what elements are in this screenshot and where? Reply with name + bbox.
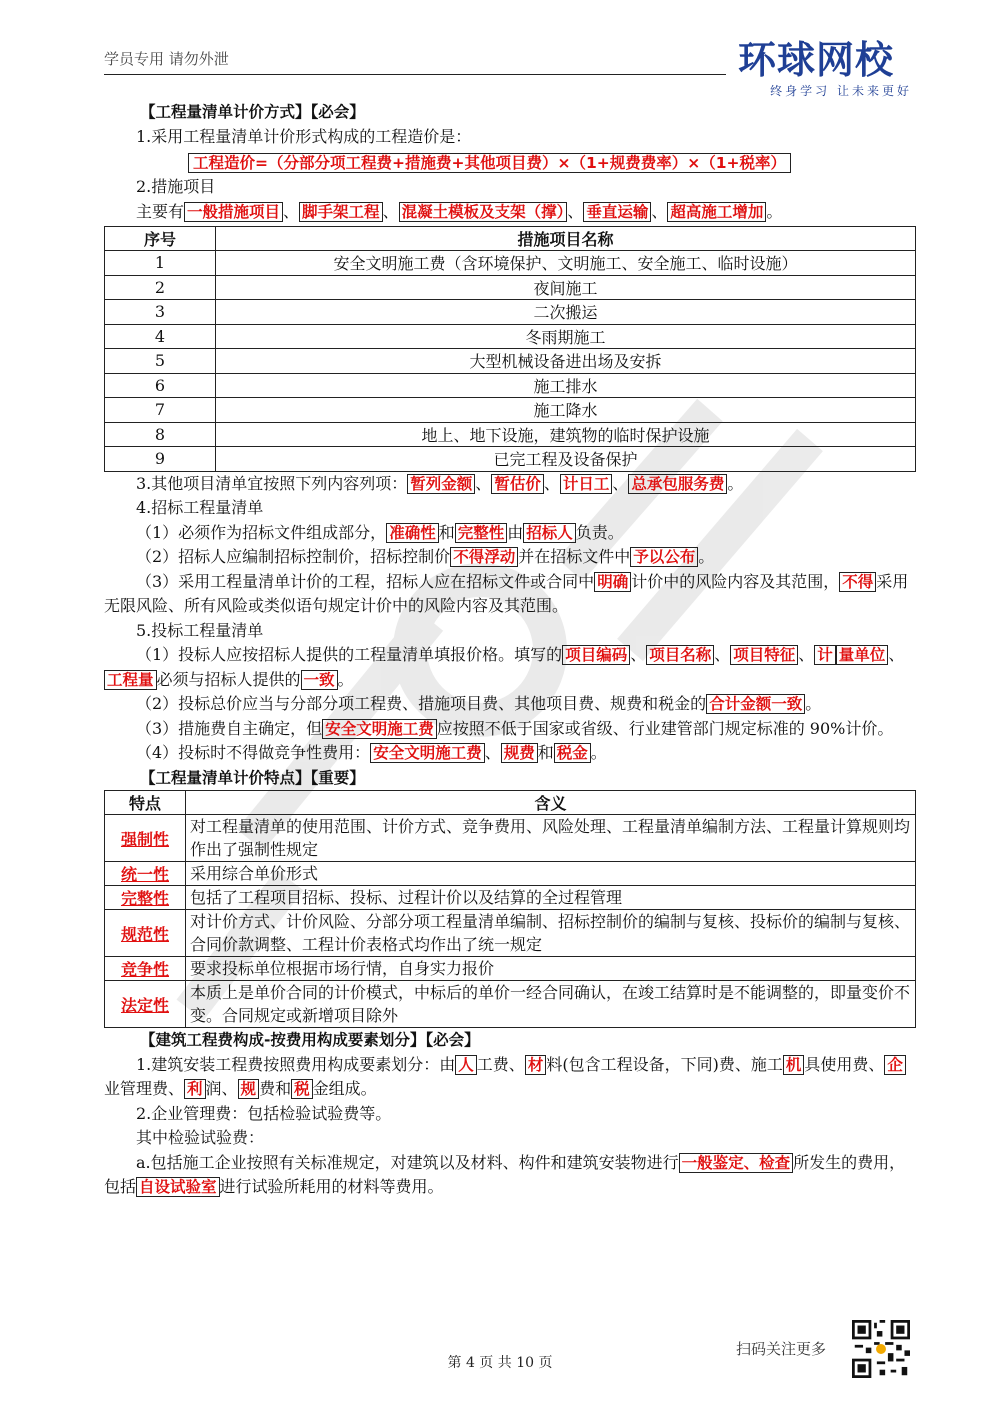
para-testing-fee-a: a.包括施工企业按照有关标准规定，对建筑以及材料、构件和建筑安装物进行 一般鉴定、检查 所发生的费用，包括 自设试验室 进行试验所耗用的材料等费用。	[104, 1152, 906, 1196]
keyword: 超高施工增加	[667, 202, 766, 222]
keyword: 混凝土模板及支架（撑）	[399, 202, 568, 222]
para-tender-2: （2）招标人应编制招标控制价，招标控制价 不得浮动 并在招标文件中 予以公布 。	[136, 547, 715, 566]
para-testing-fee-heading: 其中检验试验费：	[136, 1128, 265, 1147]
para-tender-list-heading: 4.招标工程量清单	[136, 498, 264, 517]
para-management-fee: 2.企业管理费：包括检验试验费等。	[136, 1103, 392, 1123]
table-row: 8 地上、地下设施，建筑物的临时保护设施	[105, 422, 916, 447]
page-number: 第 4 页 共 10 页	[447, 1355, 553, 1371]
table-row: 强制性 对工程量清单的使用范围、计价方式、竞争费用、风险处理、工程量清单编制方法、工程量计算规则均作出了强制性规定	[105, 815, 916, 862]
qr-caption: 扫码关注更多	[736, 1340, 827, 1358]
table-row: 规范性 对计价方式、计价风险、分部分项工程量清单编制、招标控制价的编制与复核、投标价的编制与复核、合同价款调整、工程计价表格式均作出了统一规定	[105, 910, 916, 957]
section-title-pricing-features: 【工程量清单计价特点】【重要】	[140, 768, 365, 787]
para-bid-3: （3）措施费自主确定，但 安全文明施工费 应按照不低于国家或省级、行业建管部门规定标准的 90%计价。	[136, 718, 894, 738]
header-divider	[104, 74, 726, 75]
keyword: 一般措施项目	[184, 202, 283, 222]
table-header: 特点	[105, 791, 186, 815]
para-measures-heading: 2.措施项目	[136, 177, 216, 196]
keyword: 脚手架工程	[299, 202, 383, 222]
table-header: 序号	[105, 227, 216, 251]
para-bid-2: （2）投标总价应当与分部分项工程费、措施项目费、其他项目费、规费和税金的 合计金额一致 。	[136, 694, 822, 713]
table-header: 措施项目名称	[216, 227, 916, 251]
brand-logo	[738, 38, 918, 99]
section-title-cost-composition: 【建筑工程费构成-按费用构成要素划分】【必会】	[140, 1031, 480, 1049]
table-header-row	[105, 227, 916, 251]
keyword: 垂直运输	[583, 202, 651, 222]
table-row: 2 夜间施工	[105, 275, 916, 300]
table-row: 6 施工排水	[105, 373, 916, 398]
para-bid-4: （4）投标时不得做竞争性费用： 安全文明施工费 、 规费 和 税金 。	[136, 743, 607, 762]
table-row: 3 二次搬运	[105, 300, 916, 325]
para-tender-3: （3）采用工程量清单计价的工程，招标人应在招标文件或合同中 明确 计价中的风险内容及其范围， 不得 采用无限风险、所有风险或类似语句规定计价中的风险内容及其范围。	[104, 571, 909, 615]
para-bid-list-heading: 5.投标工程量清单	[136, 620, 264, 640]
table-row: 统一性 采用综合单价形式	[105, 862, 916, 886]
section-title-pricing-method: 【工程量清单计价方式】【必会】	[140, 103, 365, 121]
para-main-measures: 主要有 一般措施项目 、 脚手架工程 、 混凝土模板及支架（撑） 、 垂直运输 、 超高施工增加 。	[136, 201, 783, 221]
table-row: 完整性 包括了工程项目招标、投标、过程计价以及结算的全过程管理	[105, 886, 916, 910]
cost-formula: 工程造价=（分部分项工程费+措施费+其他项目费）×（1+规费费率）×（1+税率）	[188, 153, 791, 173]
table-row: 竞争性 要求投标单位根据市场行情，自身实力报价	[105, 957, 916, 981]
table-header: 含义	[186, 791, 916, 815]
table-header-row	[105, 791, 916, 815]
features-table	[104, 790, 916, 1028]
para-other-items: 3.其他项目清单宜按照下列内容列项： 暂列金额 、 暂估价 、 计日工 、 总承包服务费 。	[136, 473, 744, 493]
para-cost-formula-intro: 1.采用工程量清单计价形式构成的工程造价是：	[136, 126, 472, 146]
header-note: 学员专用 请勿外泄	[104, 50, 229, 68]
table-row: 4 冬雨期施工	[105, 324, 916, 349]
table-row: 7 施工降水	[105, 398, 916, 423]
page-content	[104, 100, 916, 1200]
table-row: 9 已完工程及设备保护	[105, 447, 916, 472]
para-bid-1: （1）投标人应按招标人提供的工程量清单填报价格。填写的 项目编码 、 项目名称 、 项目特征 、 计 量单位 、工程量 必须与招标人提供的 一致 。	[104, 643, 916, 692]
logo-text: 环球网校	[738, 38, 895, 82]
table-row: 5 大型机械设备进出场及安拆	[105, 349, 916, 374]
measures-table	[104, 226, 916, 472]
table-row: 法定性 本质上是单价合同的计价模式，中标后的单价一经合同确认，在竣工结算时是不能调整的，即量变价不变。合同规定或新增项目除外	[105, 981, 916, 1028]
para-tender-1: （1）必须作为招标文件组成部分， 准确性 和 完整性 由 招标人 负责。	[136, 522, 624, 542]
logo-slogan: 终身学习 让未来更好	[770, 84, 912, 98]
table-row: 1 安全文明施工费（含环境保护、文明施工、安全施工、临时设施）	[105, 251, 916, 276]
para-cost-composition: 1.建筑安装工程费按照费用构成要素划分：由 人 工费、 材 料(包含工程设备，下同)费、施工 机 具使用费、 企业管理费、 利 润、 规 费和 税 金组成。	[104, 1053, 916, 1102]
